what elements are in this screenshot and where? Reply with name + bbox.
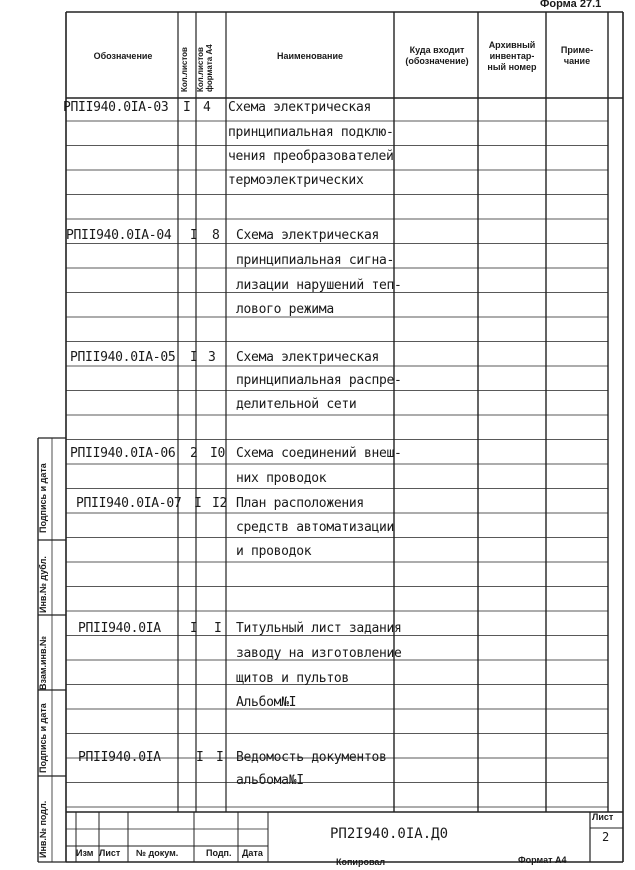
row-name-line: Альбом№I [236,695,297,710]
title-col-doc-no: № докум. [136,848,179,858]
sheet-number: 2 [602,830,609,844]
row-name-line: делительной сети [236,397,357,412]
row-name-line: Схема электрическая [236,350,380,365]
row-name-line: принципиальная подклю- [228,125,394,140]
row-name-line: лового режима [236,302,334,317]
row-name-line: лизации нарушений теп- [236,278,402,293]
row-name-line: Схема соединений внеш- [236,446,402,461]
row-name-line: Схема электрическая [236,228,380,243]
row-sheets-a4: I [214,621,222,636]
row-name-line: План расположения [236,496,364,511]
row-designation: РПII940.0IA [78,621,161,636]
row-name-line: Схема электрическая [228,100,372,115]
header-sheet-count-a4: Кол.листов формата А4 [196,44,214,92]
row-sheets: I [196,750,204,765]
row-sheets-a4: 8 [212,228,220,243]
row-designation: РПII940.0IA-07 [76,496,182,511]
row-name-line: альбома№I [236,773,304,788]
row-sheets: I [194,496,202,511]
title-col-signature: Подп. [206,848,232,858]
row-sheets-a4: I [216,750,224,765]
row-name-line: щитов и пультов [236,671,349,686]
header-note: Приме- чание [560,45,594,66]
row-name-line: Титульный лист задания [236,621,402,636]
side-label-sign-date-bottom: Подпись и дата [38,703,48,773]
header-archive-number: Архивный инвентар- ный номер [487,39,537,72]
sheet-label: Лист [592,812,614,822]
row-name-line: принципиальная распре- [236,373,402,388]
title-col-sheet: Лист [99,848,121,858]
side-label-inv-dup: Инв.№ дубл. [38,556,48,613]
row-name-line: них проводок [236,471,327,486]
row-name-line: чения преобразователей [228,149,394,164]
header-destination: Куда входит (обозначение) [405,45,469,66]
format-label: Формат А4 [518,855,567,865]
row-designation: РПII940.0IA-03 [63,100,169,115]
row-sheets-a4: I0 [210,446,226,461]
row-designation: РПII940.0IA-04 [66,228,172,243]
row-name-line: Ведомость документов [236,750,387,765]
row-sheets: 2 [190,446,198,461]
row-designation: РПII940.0IA-05 [70,350,176,365]
row-sheets: I [190,621,198,636]
row-sheets-a4: I2 [212,496,228,511]
title-col-date: Дата [242,848,263,858]
row-sheets-a4: 4 [203,100,211,115]
document-code: РП2I940.0IA.Д0 [330,826,449,842]
header-designation: Обозначение [93,50,153,61]
side-label-inv-orig: Инв.№ подл. [38,800,48,858]
form-number: Форма 27.1 [540,0,602,10]
header-sheet-count: Кол.листов [180,47,189,92]
row-sheets: I [190,350,198,365]
title-col-change: Изм [76,848,94,858]
row-name-line: термоэлектрических [228,173,364,188]
header-name: Наименование [276,50,344,61]
row-name-line: и проводок [236,544,312,559]
side-label-sign-date-top: Подпись и дата [38,463,48,533]
side-label-replace-inv: Взам.инв.№ [38,635,48,690]
row-name-line: принципиальная сигна- [236,253,395,268]
row-sheets-a4: 3 [208,350,216,365]
row-designation: РПII940.0IA-06 [70,446,176,461]
row-name-line: средств автоматизации [236,520,395,535]
row-sheets: I [183,100,191,115]
row-name-line: заводу на изготовление [236,646,402,661]
row-sheets: I [190,228,198,243]
row-designation: РПII940.0IA [78,750,161,765]
copied-label: Копировал [336,857,386,867]
